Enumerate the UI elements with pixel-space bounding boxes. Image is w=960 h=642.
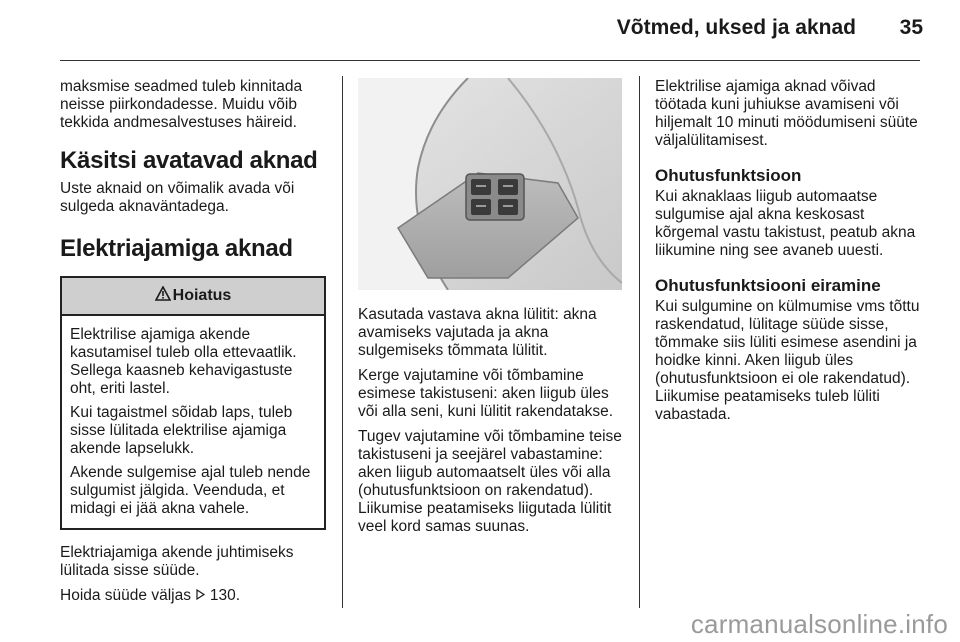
door-window-switch-photo [358,78,622,290]
page-header-title: Võtmed, uksed ja aknad [616,16,856,39]
heading-safety-function: Ohutusfunktsioon [655,166,802,185]
power-operation-paragraph: Elektrilise ajamiga aknad võivad töötada kuni juhiukse avamiseni või hiljemalt 10 minuti möödumiseni süüte väljalülitamisest. [655,78,918,149]
warning-paragraph-3: Akende sulgemise ajal tuleb nende sulgumist jälgida. Veenduda, et midagi ei jää akna vahele. [70,464,311,517]
header-divider [60,60,920,61]
page-number: 35 [899,16,923,39]
heading-safety-override: Ohutusfunktsiooni eiramine [655,276,881,295]
page-reference-arrow-icon [195,588,210,603]
light-press-paragraph: Kerge vajutamine või tõmbamine esimese takistuseni: aken liigub üles või alla seni, kuni lülitit rakendatakse. [358,367,614,420]
heading-manual-windows: Käsitsi avatavad aknad [60,147,318,174]
heading-power-windows: Elektriajamiga aknad [60,235,293,262]
safety-function-text: Kui aknaklaas liigub automaatse sulgumise ajal akna keskosast kõrgemal vastu takistust, peatub akna liikumine ning see avaneb uuesti. [655,188,916,259]
column-divider-2 [639,76,640,608]
column-divider-1 [342,76,343,608]
firm-press-paragraph: Tugev vajutamine või tõmbamine teise takistuseni ja seejärel vabastamine: aken liigub automaatselt üles või alla (ohutusfunktsioon on rakendatud). Liikumise peatamiseks liigutada lülitit veel kord samas suunas. [358,428,622,535]
warning-paragraph-2: Kui tagaistmel sõidab laps, tuleb sisse lülitada elektrilise ajamiga akende lapselukk. [70,404,293,457]
hold-ignition-paragraph [60,587,328,605]
warning-box [60,276,326,530]
warning-title: Hoiatus [172,287,232,304]
safety-override-text: Kui sulgumine on külmumise vms tõttu raskendatud, lülitage süüde sisse, tõmmake siis lüliti esimese asendini ja hoidke kinni. Aken liigub üles (ohutusfunktsioon ei ole rakendatud). Liikumise peatamiseks tuleb lüliti vabastada. [655,298,920,423]
manual-windows-text: Uste aknaid on võimalik avada või sulgeda aknaväntadega. [60,180,295,215]
column-left [60,78,328,612]
switch-usage-paragraph: Kasutada vastava akna lülitit: akna avamiseks vajutada ja akna sulgemiseks tõmmata lülitit. [358,306,597,359]
operation-paragraph: Elektriajamiga akende juhtimiseks lülitada sisse süüde. [60,544,294,579]
watermark-text: carmanualsonline.info [690,609,948,639]
intro-paragraph: maksmise seadmed tuleb kinnitada neisse piirkondadesse. Muidu võib tekkida andmesalvestuses häireid. [60,78,303,131]
page-reference[interactable]: 130. [209,587,241,604]
warning-body [62,316,324,528]
column-middle [358,78,626,543]
column-right [655,78,925,431]
warning-header [62,278,324,316]
warning-triangle-icon [155,286,171,306]
warning-paragraph-1: Elektrilise ajamiga akende kasutamisel tuleb olla ettevaatlik. Sellega kaasneb kehavigastuste oht, eriti lastel. [70,326,297,397]
hold-ignition-text: Hoida süüde väljas [60,587,191,604]
